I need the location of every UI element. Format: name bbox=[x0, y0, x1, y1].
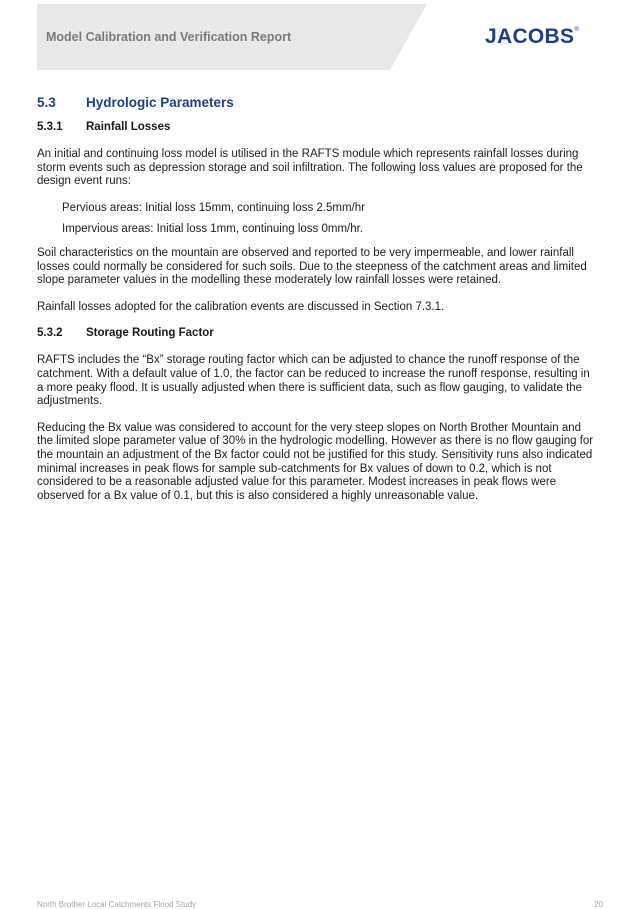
list-item-text: Pervious areas: Initial loss 15mm, continuing loss 2.5mm/hr bbox=[62, 201, 365, 214]
footer-document-title: North Brother Local Catchments Flood Study bbox=[37, 900, 197, 909]
registered-mark: ® bbox=[574, 27, 580, 33]
subsection-number: 5.3.1 bbox=[37, 121, 63, 133]
list-item bbox=[37, 223, 599, 237]
page-content bbox=[37, 95, 599, 516]
loss-values-list bbox=[37, 202, 599, 237]
subsection-number: 5.3.2 bbox=[37, 327, 63, 340]
section-heading bbox=[37, 95, 599, 110]
jacobs-logo bbox=[485, 25, 579, 49]
list-item-text: Impervious areas: Initial loss 1mm, continuing loss 0mm/hr. bbox=[62, 223, 364, 236]
footer-page-number: 20 bbox=[594, 900, 603, 909]
paragraph: Reducing the Bx value was considered to account for the very steep slopes on North Brother Mountain and the limited slope parameter value of 30% in the hydrologic modelling. However as there is no flow gauging for the mountain an adjustment of the Bx factor could not be justified for this study. Sensitivity runs also indicated minimal increases in peak flows for sample sub-catchments for Bx values of down to 0.2, which is not considered to be a reasonable adjusted value for this parameter. Modest increases in peak flows were observed for a Bx value of 0.1, but this is also considered a highly unreasonable value. bbox=[37, 421, 594, 502]
paragraph: Soil characteristics on the mountain are observed and reported to be very impermeable, and lower rainfall losses could normally be considered for such soils. Due to the steepness of the catchment areas and limited slope parameter values in the modelling these moderately low rainfall losses were retained. bbox=[37, 246, 587, 287]
paragraph: An initial and continuing loss model is utilised in the RAFTS module which represents rainfall losses during storm events such as depression storage and soil infiltration. The following loss values are proposed for the design event runs: bbox=[37, 148, 583, 188]
subsection-heading-rainfall-losses bbox=[37, 121, 599, 133]
bullet-icon bbox=[37, 202, 62, 216]
logo-text: JACOBS bbox=[485, 25, 575, 48]
paragraph: RAFTS includes the “Bx” storage routing factor which can be adjusted to chance the runoff response of the catchment. With a default value of 1.0, the factor can be reduced to increase the runoff response, resulting in a more peaky flood. It is usually adjusted when there is sufficient data, such as flow gauging, to validate the adjustments. bbox=[37, 354, 590, 408]
section-title: Hydrologic Parameters bbox=[86, 95, 234, 110]
subsection-title: Storage Routing Factor bbox=[86, 327, 214, 340]
report-title: Model Calibration and Verification Report bbox=[46, 30, 292, 44]
bullet-icon bbox=[37, 223, 62, 237]
subsection-heading-storage-routing bbox=[37, 327, 599, 339]
paragraph: Rainfall losses adopted for the calibration events are discussed in Section 7.3.1. bbox=[37, 300, 445, 313]
subsection-title: Rainfall Losses bbox=[86, 121, 171, 133]
list-item bbox=[37, 202, 599, 216]
section-number: 5.3 bbox=[37, 95, 56, 110]
